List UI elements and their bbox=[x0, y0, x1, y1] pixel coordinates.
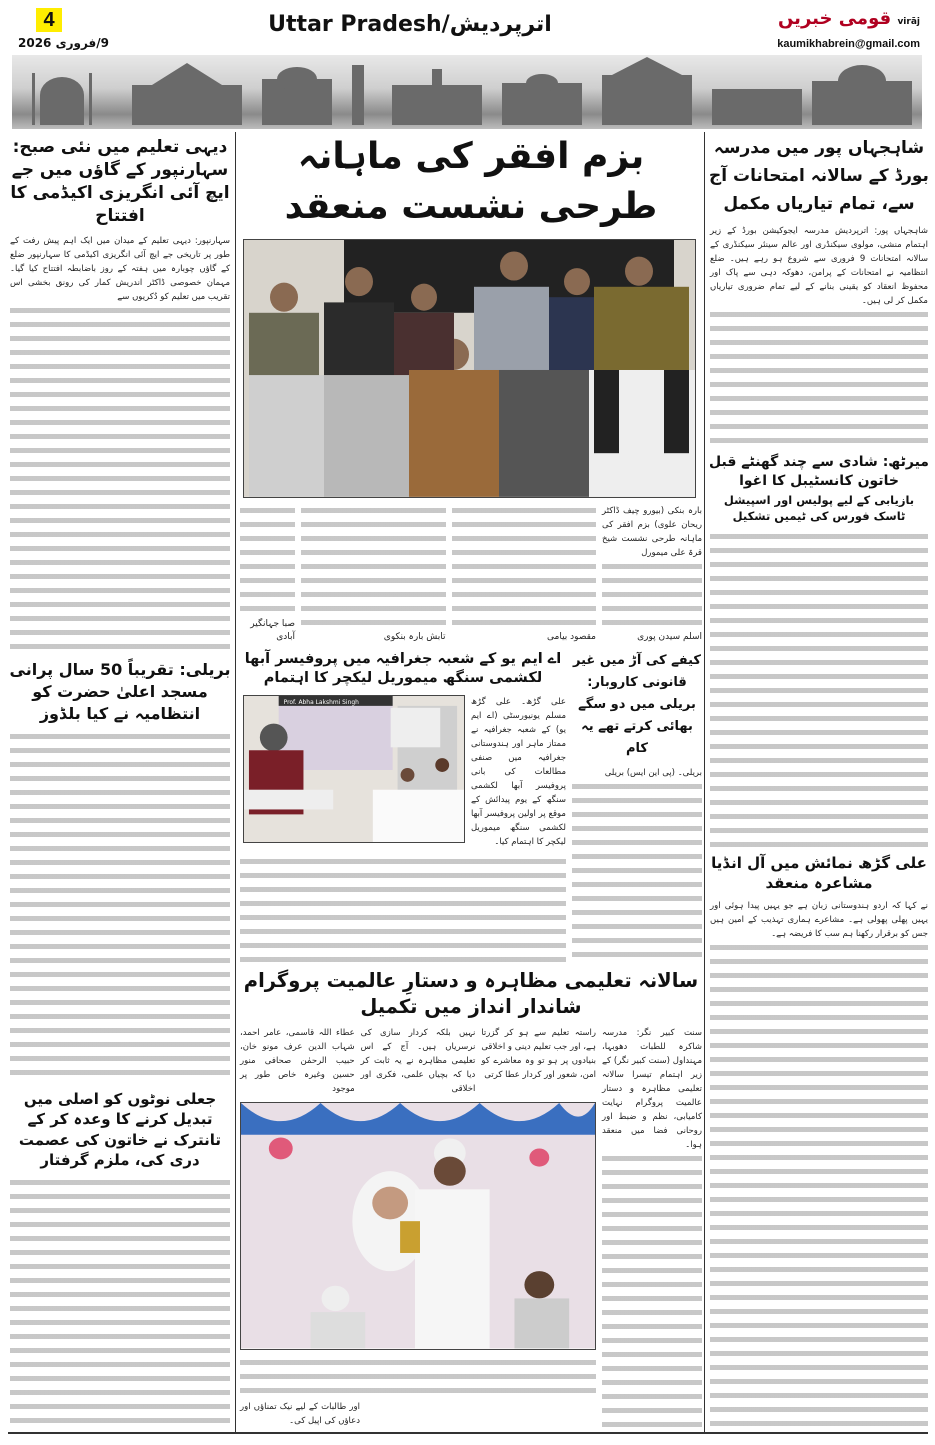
article-saharanpur-academy bbox=[8, 234, 232, 654]
article-lead: سہارنپور: دیہی تعلیم کے میدان میں ایک اہم پیش رفت کے طور پر تاریخی جے ایچ آئی انگریزی اکیڈمی کا سہارنپور ضلع کے گاؤں چوبارہ میں ہفتہ کے روز باضابطہ افتتاح کیا گیا۔ مہمان خصوصی ڈاکٹر اندریش کمار کی رونق بخشی اس تقریب میں تعلیم کو دُکریوں سے bbox=[10, 235, 230, 302]
award-photo-illustration bbox=[241, 1103, 595, 1348]
headline-bareilly-mosque: بریلی: تقریباً 50 سال پرانی مسجد اعلیٰ حضرت کو انتظامیہ نے کیا بلڈوز bbox=[9, 660, 231, 723]
article-bareilly-mosque-body bbox=[10, 730, 230, 1083]
group-photo-illustration bbox=[244, 240, 695, 497]
headline-cafe-illegal-business: کیفے کی آڑ میں غیر قانونی کاروبار: بریلی میں دو سگے بھائی کرتے تھے یہ کام bbox=[573, 652, 701, 756]
madrasa-text-row bbox=[240, 1026, 596, 1096]
logo-text: قومی خبریں bbox=[777, 8, 892, 29]
section-title: Uttar Pradesh/اترپردیش bbox=[268, 12, 552, 37]
madrasa-row bbox=[240, 1026, 702, 1428]
newspaper-logo bbox=[770, 8, 920, 29]
headline-saharanpur-academy: دیہی تعلیم میں نئی صبح: سہارنپور کے گاؤں میں جے ایچ آئی انگریزی اکیڈمی کا افتتاح bbox=[10, 137, 230, 226]
left-column bbox=[8, 136, 232, 1428]
article-body-text bbox=[10, 304, 230, 654]
article-body-text bbox=[602, 560, 702, 628]
amu-lecture-photo bbox=[243, 695, 465, 843]
poem-row bbox=[240, 504, 702, 644]
article-body-text bbox=[710, 941, 928, 1428]
article-lead: بارہ بنکی (بیورو چیف ڈاکٹر ریحان علوی) بزم افقر کی ماہانہ طرحی نشست شیخ قرۃ علی میمورل bbox=[602, 505, 702, 558]
poet-name: اسلم سیدن پوری bbox=[637, 631, 702, 642]
poem-cell bbox=[301, 504, 446, 644]
amu-lecture-lead: علی گڑھ۔ علی گڑھ مسلم یونیورسٹی (اے ایم یو) کے شعبہ جغرافیہ نے ممتاز ماہر اور ہندوستانی جغرافیہ میں صنفی مطالعات کی بانی پروفیسر آبھا لکشمی سنگھ کے یوم پیدائش کے موقع پر اولین پروفیسر آبھا لکشمی سنگھ میموریل لیکچر کا اہتمام کیا۔ bbox=[471, 696, 566, 847]
madrasa-left-block bbox=[240, 1026, 596, 1428]
madrasa-program-body bbox=[240, 1356, 596, 1394]
headline-madrasa-program: سالانہ تعلیمی مظاہرہ و دستارِ عالمیت پروگرام شاندار انداز میں تکمیل bbox=[243, 968, 699, 1018]
subhead-meerut-constable-kidnap: بازیابی کے لیے پولیس اور اسپیشل ٹاسک فورس کی ٹیمیں تشکیل bbox=[723, 493, 915, 523]
article-body-text bbox=[710, 308, 928, 447]
bazm-afqar-group-photo bbox=[243, 239, 696, 498]
cafe-article bbox=[572, 650, 702, 962]
cafe-illegal-business-article bbox=[572, 766, 702, 962]
madrasa-board-exams-article bbox=[708, 224, 930, 447]
aligarh-mushaira-article bbox=[708, 899, 930, 1428]
skyline-illustration bbox=[12, 55, 922, 129]
amu-lecture-body bbox=[240, 855, 566, 962]
headline-amu-lecture: اے ایم یو کے شعبہ جغرافیہ میں پروفیسر آبھا لکشمی سنگھ میموریل لیکچر کا اہتمام bbox=[244, 650, 562, 687]
article-tantrik-arrest-body bbox=[10, 1176, 230, 1428]
article-body-text bbox=[572, 780, 702, 962]
bazm-afqar-report bbox=[602, 504, 702, 644]
logo-mark: virāj bbox=[897, 17, 920, 27]
page-bottom-rule bbox=[8, 1432, 928, 1434]
headline-meerut-constable-kidnap: میرٹھ: شادی سے چند گھنٹے قبل خاتون کانسٹیبل کا اغوا bbox=[709, 454, 929, 490]
madrasa-column-2: راستہ تعلیم سے ہو کر گزرتا ہے، اور جب تعلیم دینی و اخلاقی بنیادوں پر ہو تو وہ معاشرے کو امن، شعور اور کردار عطا کرتی bbox=[481, 1028, 597, 1081]
column-divider bbox=[704, 132, 705, 1432]
page-number: 4 bbox=[36, 8, 62, 32]
meerut-constable-kidnap-body bbox=[710, 530, 928, 847]
article-lead: شاہجہاں پور: اترپردیش مدرسہ ایجوکیشن بورڈ کے زیر اہتمام منشی، مولوی سیکنڈری اور عالم سینئر سیکنڈری کے سالانہ امتحانات 9 فروری سے شروع ہو رہے ہیں۔ ضلع انتظامیہ نے امتحانات کے پرامن، دھوکہ دہی سے پاک اور محفوظ انعقاد کو یقینی بنانے کے لیے تمام ضروری تیاریاں مکمل کر لی ہیں۔ bbox=[710, 226, 929, 306]
monuments-banner-image bbox=[12, 55, 922, 129]
poem-cell bbox=[452, 504, 597, 644]
madrasa-column-3: نہیں بلکہ کردار سازی کی نرسریاں ہیں۔ آج کے اس تعلیمی مظاہرہ نے یہ ثابت کر دیا کہ بچیاں علمی، فکری اور اخلاقی bbox=[360, 1028, 476, 1095]
headline-aligarh-mushaira: علی گڑھ نمائش میں آل انڈیا مشاعرہ منعقد bbox=[711, 853, 927, 892]
amu-cafe-row bbox=[240, 650, 702, 962]
article-lead: نے کہا کہ اردو ہندوستانی زبان ہے جو یہیں پیدا ہوئی اور یہیں پھلی پھولی ہے۔ مشاعرے ہماری تہذیب کے امین ہیں جس کو برقرار رکھنا ہم سب کا فریضہ ہے۔ bbox=[710, 901, 928, 940]
lecture-photo-illustration bbox=[244, 696, 464, 842]
banner-text: Prof. Abha Lakshmi Singh bbox=[283, 698, 359, 706]
poem-column bbox=[240, 504, 295, 615]
poem-column bbox=[452, 504, 597, 628]
issue-date: 9/فروری 2026 bbox=[18, 36, 110, 50]
article-body-text bbox=[602, 1152, 702, 1428]
amu-article bbox=[240, 650, 566, 962]
poem-cell bbox=[240, 504, 295, 644]
poet-name: صبا جہانگیر آبادی bbox=[250, 618, 295, 642]
article-lead: سنت کبیر نگر: مدرسہ شاکرہ للطبات دھوبہا، مہنداول (سنت کبیر نگر) کے زیر اہتمام تیسرا سالانہ تعلیمی مظاہرہ و دستار عالمیت پروگرام نہایت کامیابی، نظم و ضبط اور روحانی فضا میں منعقد ہوا۔ bbox=[602, 1028, 702, 1151]
headline-madrasa-board-exams: شاہجہاں پور میں مدرسہ بورڈ کے سالانہ امتحانات آج سے، تمام تیاریاں مکمل bbox=[709, 138, 929, 214]
madrasa-program-article bbox=[602, 1026, 702, 1428]
article-lead: بریلی۔ (پی این ایس) بریلی bbox=[604, 767, 702, 778]
poet-name: تابش بارہ بنکوی bbox=[383, 631, 446, 642]
poem-column bbox=[301, 504, 446, 628]
contact-email[interactable]: kaumikhabrein@gmail.com bbox=[777, 38, 920, 50]
right-column bbox=[708, 134, 930, 1428]
madrasa-award-photo bbox=[240, 1102, 596, 1349]
madrasa-column-4: عطاء اللہ قاسمی، عامر احمد، شہاب الدین عرف مونو خان، حبیب الرحمٰن صحافی منور حسین وغیرہ خاص طور پر موجود bbox=[240, 1028, 355, 1095]
madrasa-closing-line: اور طالبات کے لیے نیک تمناؤں اور دعاؤں کی اپیل کی۔ bbox=[240, 1401, 360, 1426]
column-divider bbox=[235, 132, 236, 1432]
poet-name: مقصود بیامی bbox=[547, 631, 596, 642]
headline-bazm-afqar: بزم افقر کی ماہانہ طرحی نشست منعقد bbox=[284, 136, 658, 228]
headline-tantrik-arrest: جعلی نوٹوں کو اصلی میں تبدیل کرنے کا وعدہ کر کے تانترک نے خاتون کی عصمت دری کی، ملزم گرفتار bbox=[18, 1090, 222, 1169]
center-column bbox=[240, 132, 702, 1428]
amu-photo-row bbox=[240, 695, 566, 849]
